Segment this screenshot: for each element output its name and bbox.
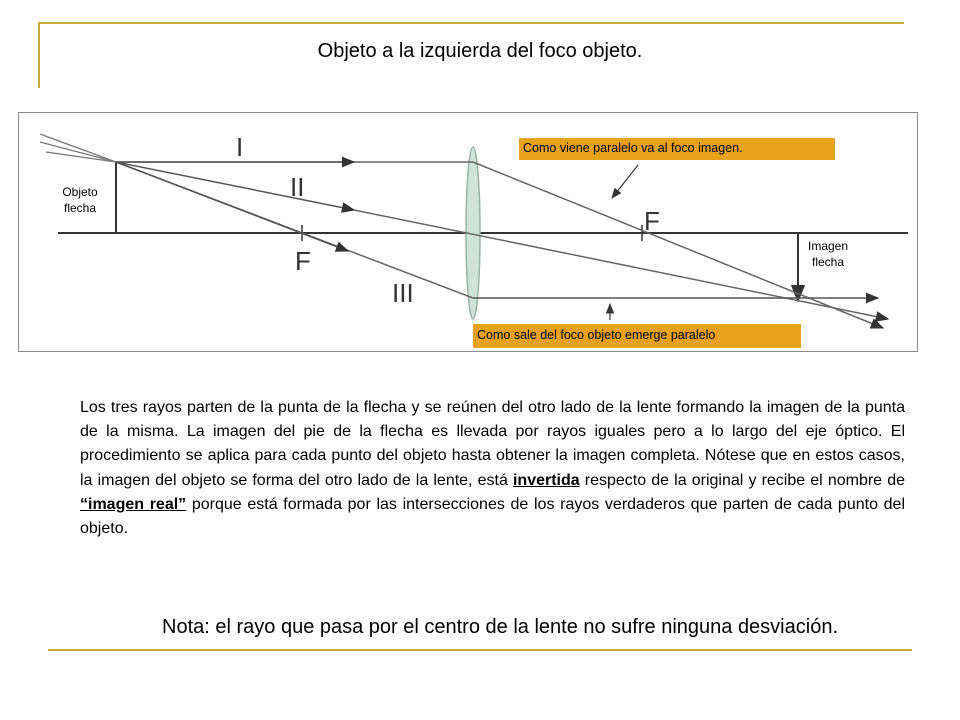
ray-label-III: III <box>392 278 414 308</box>
callout-bottom: Como sale del foco objeto emerge paralelo <box>473 324 801 348</box>
callout-top: Como viene paralelo va al foco imagen. <box>519 138 835 160</box>
ray-III-arrow <box>116 162 348 251</box>
image-label-line2: flecha <box>811 255 845 269</box>
bottom-rule <box>48 649 912 651</box>
ray-I-extension <box>46 152 116 162</box>
focus-label-right: F <box>644 206 660 236</box>
body-emph-imagen-real: “imagen real” <box>80 495 187 513</box>
object-label <box>50 184 110 216</box>
top-rule <box>40 22 904 24</box>
ray-II-incident <box>116 162 354 210</box>
note-text: Nota: el rayo que pasa por el centro de la lente no sufre ninguna desviación. <box>162 616 838 638</box>
body-part2: respecto de la original y recibe el nombre de <box>579 471 905 489</box>
body-part3: porque está formada por las intersecciones de los rayos verdaderos que parten de cada punto del objeto. <box>80 495 905 538</box>
image-label <box>796 238 860 270</box>
body-paragraph <box>80 396 905 541</box>
object-label-line2: flecha <box>63 201 97 215</box>
focus-label-left: F <box>295 246 311 276</box>
callout-top-pointer <box>612 165 638 198</box>
object-label-line1: Objeto <box>62 185 98 199</box>
ray-II-extension <box>40 142 116 162</box>
body-emph-invertida: invertida <box>512 471 580 489</box>
ray-label-I: I <box>236 132 244 162</box>
ray-III-extension <box>40 134 116 162</box>
image-label-line1: Imagen <box>807 239 849 253</box>
body-part1: Los tres rayos parten de la punta de la flecha y se reúnen del otro lado de la lente formando la imagen de la punta de la misma. La imagen del pie de la flecha es llevada por rayos iguales pero a lo largo del eje óptico. El procedimiento se aplica para cada punto del objeto hasta obtener la imagen completa. Nótese que en estos casos, la imagen del objeto se forma del otro lado de la lente, está <box>80 399 905 489</box>
ray-label-II: II <box>290 172 305 202</box>
slide-title: Objeto a la izquierda del foco objeto. <box>317 40 643 62</box>
